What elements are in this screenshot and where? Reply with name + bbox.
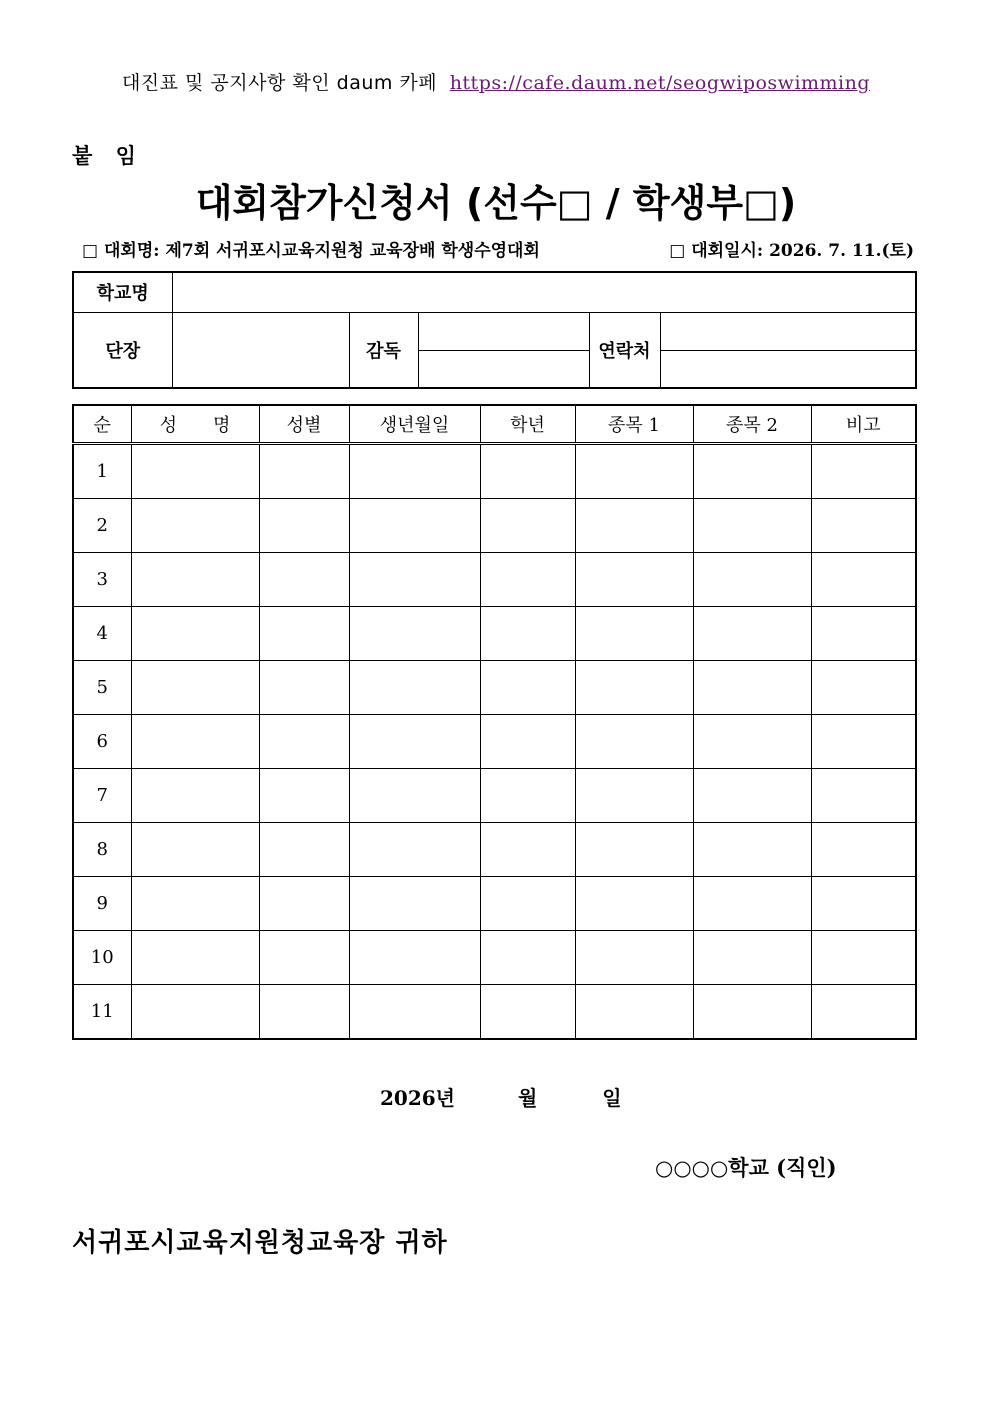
event-date: □ 대회일시: 2026. 7. 11.(토) bbox=[669, 241, 914, 261]
event-1-cell[interactable] bbox=[575, 715, 693, 769]
gender-cell[interactable] bbox=[259, 769, 349, 823]
addressee: 서귀포시교육지원청교육장 귀하 bbox=[72, 1228, 448, 1258]
birthdate-cell[interactable] bbox=[349, 499, 480, 553]
grade-cell[interactable] bbox=[480, 661, 575, 715]
remarks-cell[interactable] bbox=[811, 931, 916, 985]
grade-cell[interactable] bbox=[480, 607, 575, 661]
birthdate-cell[interactable] bbox=[349, 823, 480, 877]
event-1-cell[interactable] bbox=[575, 444, 693, 499]
table-row bbox=[73, 444, 916, 499]
school-name-field[interactable] bbox=[172, 272, 916, 312]
event-1-cell[interactable] bbox=[575, 553, 693, 607]
birthdate-cell[interactable] bbox=[349, 444, 480, 499]
table-row bbox=[73, 499, 916, 553]
remarks-cell[interactable] bbox=[811, 607, 916, 661]
birthdate-cell[interactable] bbox=[349, 553, 480, 607]
event-2-cell[interactable] bbox=[693, 985, 811, 1040]
event-1-cell[interactable] bbox=[575, 931, 693, 985]
table-row bbox=[73, 553, 916, 607]
row-number: 10 bbox=[73, 931, 131, 985]
school-name-label: 학교명 bbox=[73, 272, 172, 312]
grade-cell[interactable] bbox=[480, 931, 575, 985]
table-row bbox=[73, 823, 916, 877]
row-number: 6 bbox=[73, 715, 131, 769]
header-remarks: 비고 bbox=[811, 405, 916, 444]
row-number: 4 bbox=[73, 607, 131, 661]
row-number: 11 bbox=[73, 985, 131, 1040]
remarks-cell[interactable] bbox=[811, 985, 916, 1040]
header-event-2: 종목 2 bbox=[693, 405, 811, 444]
remarks-cell[interactable] bbox=[811, 444, 916, 499]
remarks-cell[interactable] bbox=[811, 823, 916, 877]
event-meta bbox=[82, 236, 914, 261]
event-2-cell[interactable] bbox=[693, 769, 811, 823]
grade-cell[interactable] bbox=[480, 715, 575, 769]
name-cell[interactable] bbox=[131, 444, 259, 499]
date-month: 월 bbox=[517, 1086, 538, 1110]
notice-text: 대진표 및 공지사항 확인 daum 카페 bbox=[121, 72, 438, 94]
remarks-cell[interactable] bbox=[811, 877, 916, 931]
header-grade: 학년 bbox=[480, 405, 575, 444]
name-cell[interactable] bbox=[131, 607, 259, 661]
event-1-cell[interactable] bbox=[575, 499, 693, 553]
table-row bbox=[73, 607, 916, 661]
event-1-cell[interactable] bbox=[575, 985, 693, 1040]
header-name: 성 명 bbox=[131, 405, 259, 444]
grade-cell[interactable] bbox=[480, 769, 575, 823]
school-seal: ○○○○학교 (직인) bbox=[655, 1155, 837, 1180]
date-day: 일 bbox=[602, 1086, 622, 1110]
remarks-cell[interactable] bbox=[811, 715, 916, 769]
row-number: 5 bbox=[73, 661, 131, 715]
table-row bbox=[73, 931, 916, 985]
roster-table bbox=[72, 404, 917, 1040]
gender-cell[interactable] bbox=[259, 823, 349, 877]
leader-field[interactable] bbox=[172, 312, 349, 388]
event-2-cell[interactable] bbox=[693, 661, 811, 715]
gender-cell[interactable] bbox=[259, 661, 349, 715]
event-2-cell[interactable] bbox=[693, 715, 811, 769]
coach-label: 감독 bbox=[349, 312, 418, 388]
birthdate-cell[interactable] bbox=[349, 931, 480, 985]
birthdate-cell[interactable] bbox=[349, 715, 480, 769]
header-birthdate: 생년월일 bbox=[349, 405, 480, 444]
remarks-cell[interactable] bbox=[811, 769, 916, 823]
header-event-1: 종목 1 bbox=[575, 405, 693, 444]
gender-cell[interactable] bbox=[259, 715, 349, 769]
table-row bbox=[73, 985, 916, 1040]
name-cell[interactable] bbox=[131, 715, 259, 769]
event-2-cell[interactable] bbox=[693, 499, 811, 553]
grade-cell[interactable] bbox=[480, 823, 575, 877]
table-row bbox=[73, 715, 916, 769]
event-name: □ 대회명: 제7회 서귀포시교육지원청 교육장배 학생수영대회 bbox=[82, 241, 540, 261]
document-title: 대회참가신청서 (선수□ / 학생부□) bbox=[195, 181, 797, 225]
application-date bbox=[380, 1082, 622, 1111]
name-cell[interactable] bbox=[131, 661, 259, 715]
coach-field-2[interactable] bbox=[418, 350, 589, 388]
event-2-cell[interactable] bbox=[693, 607, 811, 661]
event-2-cell[interactable] bbox=[693, 931, 811, 985]
row-number: 7 bbox=[73, 769, 131, 823]
remarks-cell[interactable] bbox=[811, 499, 916, 553]
row-number: 8 bbox=[73, 823, 131, 877]
name-cell[interactable] bbox=[131, 553, 259, 607]
event-1-cell[interactable] bbox=[575, 823, 693, 877]
contact-field-2[interactable] bbox=[660, 350, 916, 388]
birthdate-cell[interactable] bbox=[349, 769, 480, 823]
name-cell[interactable] bbox=[131, 931, 259, 985]
row-number: 1 bbox=[73, 444, 131, 499]
event-2-cell[interactable] bbox=[693, 553, 811, 607]
team-info-table bbox=[72, 271, 917, 389]
coach-field-1[interactable] bbox=[418, 312, 589, 350]
name-cell[interactable] bbox=[131, 823, 259, 877]
event-1-cell[interactable] bbox=[575, 607, 693, 661]
remarks-cell[interactable] bbox=[811, 661, 916, 715]
birthdate-cell[interactable] bbox=[349, 607, 480, 661]
gender-cell[interactable] bbox=[259, 931, 349, 985]
gender-cell[interactable] bbox=[259, 877, 349, 931]
row-number: 3 bbox=[73, 553, 131, 607]
table-row bbox=[73, 769, 916, 823]
event-2-cell[interactable] bbox=[693, 877, 811, 931]
gender-cell[interactable] bbox=[259, 499, 349, 553]
grade-cell[interactable] bbox=[480, 444, 575, 499]
grade-cell[interactable] bbox=[480, 499, 575, 553]
birthdate-cell[interactable] bbox=[349, 661, 480, 715]
header-order: 순 bbox=[73, 405, 131, 444]
event-1-cell[interactable] bbox=[575, 769, 693, 823]
remarks-cell[interactable] bbox=[811, 553, 916, 607]
birthdate-cell[interactable] bbox=[349, 877, 480, 931]
grade-cell[interactable] bbox=[480, 985, 575, 1040]
grade-cell[interactable] bbox=[480, 877, 575, 931]
date-year: 2026년 bbox=[380, 1086, 455, 1110]
row-number: 9 bbox=[73, 877, 131, 931]
table-row bbox=[73, 661, 916, 715]
name-cell[interactable] bbox=[131, 877, 259, 931]
header-gender: 성별 bbox=[259, 405, 349, 444]
notice-line bbox=[0, 68, 992, 95]
name-cell[interactable] bbox=[131, 769, 259, 823]
contact-field-1[interactable] bbox=[660, 312, 916, 350]
attachment-label: 붙 임 bbox=[72, 143, 144, 168]
grade-cell[interactable] bbox=[480, 553, 575, 607]
name-cell[interactable] bbox=[131, 499, 259, 553]
contact-label: 연락처 bbox=[589, 312, 660, 388]
row-number: 2 bbox=[73, 499, 131, 553]
gender-cell[interactable] bbox=[259, 553, 349, 607]
event-1-cell[interactable] bbox=[575, 877, 693, 931]
name-cell[interactable] bbox=[131, 985, 259, 1040]
cafe-link[interactable]: https://cafe.daum.net/seogwiposwimming bbox=[449, 72, 871, 94]
gender-cell[interactable] bbox=[259, 607, 349, 661]
birthdate-cell[interactable] bbox=[349, 985, 480, 1040]
event-2-cell[interactable] bbox=[693, 823, 811, 877]
gender-cell[interactable] bbox=[259, 985, 349, 1040]
gender-cell[interactable] bbox=[259, 444, 349, 499]
table-row bbox=[73, 877, 916, 931]
roster-header-row bbox=[73, 405, 916, 444]
event-2-cell[interactable] bbox=[693, 444, 811, 499]
leader-label: 단장 bbox=[73, 312, 172, 388]
event-1-cell[interactable] bbox=[575, 661, 693, 715]
